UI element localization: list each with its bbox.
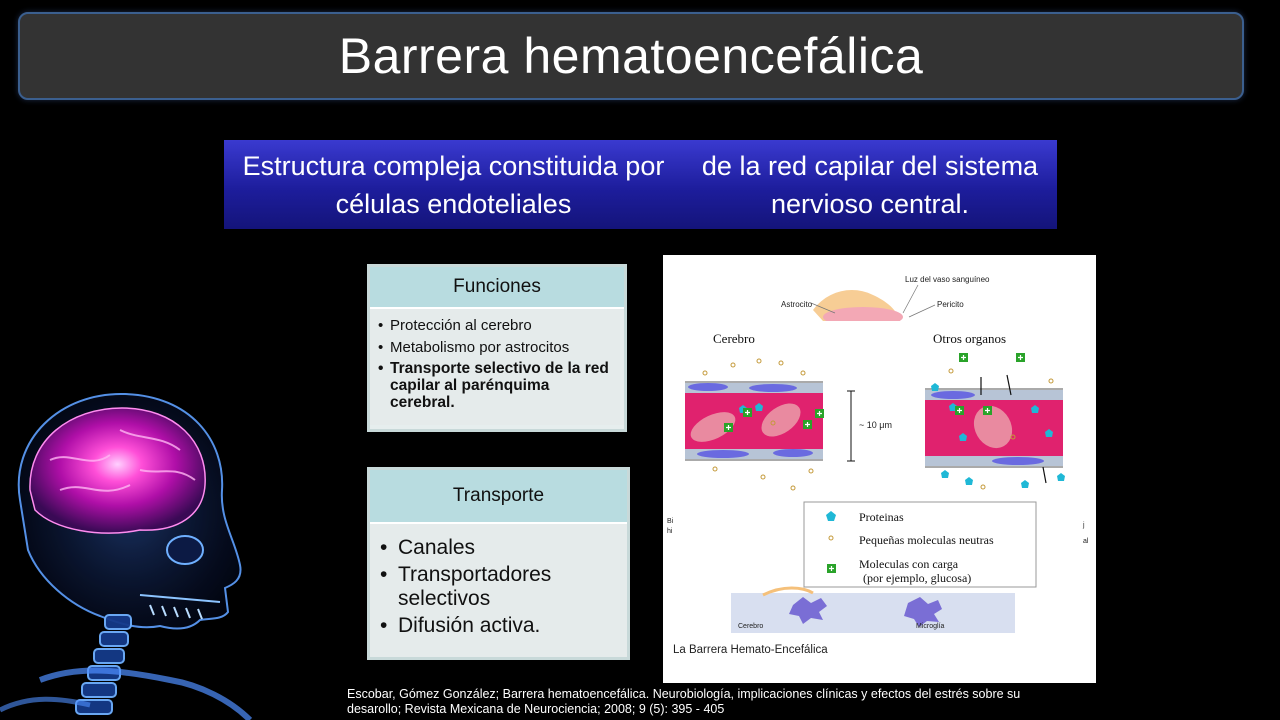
scale-label: ~ 10 μm	[859, 420, 892, 430]
definition-line-2: de la red capilar del sistema nervioso central.	[701, 150, 1039, 219]
citation-line-2: desarollo; Revista Mexicana de Neurociencia; 2008; 9 (5): 395 - 405	[347, 702, 725, 716]
transporte-item: • Transportadores selectivos	[380, 563, 552, 610]
definition-line-1: Estructura compleja constituida por células endoteliales	[242, 150, 665, 219]
transporte-list	[370, 522, 627, 657]
side-fragment: Bi	[667, 518, 674, 525]
panel-label-cerebro: Cerebro	[713, 331, 755, 346]
label-lumen: Luz del vaso sanguíneo	[905, 275, 990, 284]
label-astrocyte: Astrocito	[781, 300, 813, 309]
legend-charged: Moleculas con carga	[859, 557, 959, 571]
citation-line-1: Escobar, Gómez González; Barrera hematoencefálica. Neurobiología, implicaciones clínicas y efectos del estrés sobre su	[347, 687, 1021, 701]
label-cerebro-bottom: Cerebro	[738, 623, 764, 630]
funciones-box	[367, 264, 627, 432]
funciones-item-text: Transporte selectivo de la red capilar al parénquima cerebral.	[390, 360, 609, 411]
label-microglia: Microglía	[916, 623, 945, 630]
transporte-item: • Canales	[380, 536, 476, 559]
skeleton-brain-illustration	[0, 380, 300, 720]
funciones-heading: Funciones	[370, 267, 624, 307]
legend-neutral: Pequeñas moleculas neutras	[859, 533, 994, 547]
transporte-item-text: Difusión activa.	[398, 614, 541, 637]
citation	[347, 687, 1137, 717]
funciones-item: • Protección al cerebro	[378, 317, 532, 334]
funciones-item: • Transporte selectivo de la red capilar al parénquima cerebral.	[378, 360, 609, 411]
transporte-item-text: Transportadores selectivos	[398, 563, 552, 610]
funciones-item: • Metabolismo por astrocitos	[378, 339, 570, 356]
title-bar	[18, 12, 1244, 100]
slide-title: Barrera hematoencefálica	[338, 28, 924, 84]
funciones-list	[370, 307, 624, 425]
transporte-heading: Transporte	[370, 470, 627, 522]
bbb-diagram	[663, 255, 1096, 683]
funciones-item-text: Metabolismo por astrocitos	[390, 339, 570, 356]
organ-vessel	[925, 375, 1063, 483]
legend	[804, 502, 1036, 587]
side-fragment: j	[1083, 522, 1085, 529]
transporte-box	[367, 467, 630, 660]
legend-charged-example: (por ejemplo, glucosa)	[863, 571, 972, 585]
figure-caption: La Barrera Hemato-Encefálica	[673, 644, 828, 656]
panel-label-otros-organos: Otros organos	[933, 331, 1007, 346]
legend-proteins: Proteinas	[859, 510, 904, 524]
funciones-item-text: Protección al cerebro	[390, 317, 532, 334]
definition-banner	[224, 140, 1057, 229]
side-fragment: hi	[667, 528, 673, 535]
brain-vessel	[685, 382, 823, 460]
bbb-figure	[663, 255, 1096, 683]
transporte-item-text: Canales	[398, 536, 476, 559]
label-pericyte: Pericito	[937, 300, 964, 309]
transporte-item: • Difusión activa.	[380, 614, 541, 637]
side-fragment: al	[1083, 538, 1089, 545]
